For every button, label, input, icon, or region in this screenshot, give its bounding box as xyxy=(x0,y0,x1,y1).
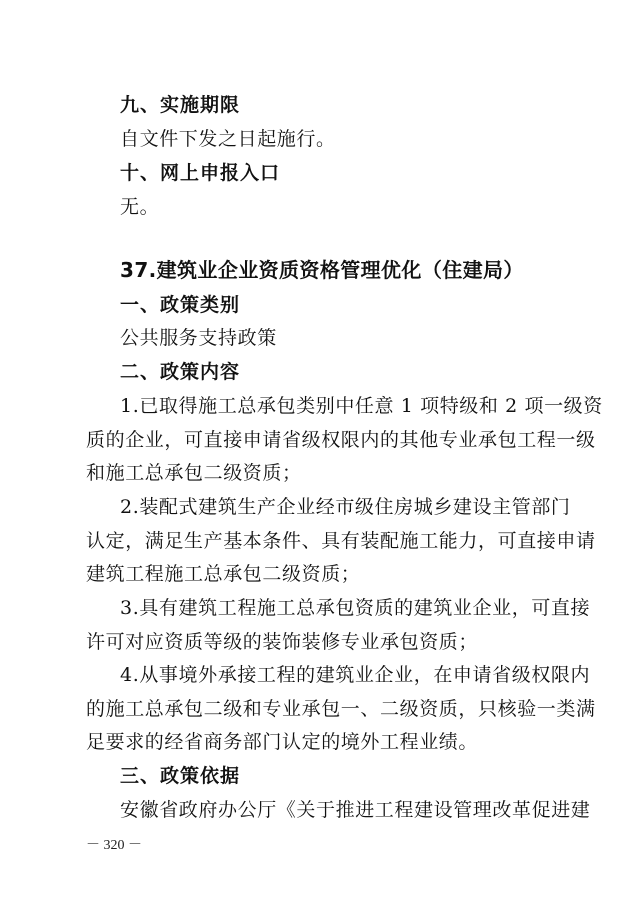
page-number: － 320 － xyxy=(86,838,142,853)
policy-category-heading: 一、政策类别 xyxy=(120,294,241,316)
content-item-4-line-2: 的施工总承包二级和专业承包一、二级资质，只核验一类满 xyxy=(86,698,596,720)
content-item-3-line-1: 3.具有建筑工程施工总承包资质的建筑业企业，可直接 xyxy=(120,597,591,619)
policy-basis-line-1: 安徽省政府办公厅《关于推进工程建设管理改革促进建 xyxy=(120,799,591,821)
section-10-body: 无。 xyxy=(120,196,160,218)
content-item-1-line-1: 1.已取得施工总承包类别中任意 1 项特级和 2 项一级资 xyxy=(120,395,603,417)
content-item-3-line-2: 许可对应资质等级的装饰装修专业承包资质； xyxy=(86,631,479,653)
content-item-4-line-3: 足要求的经省商务部门认定的境外工程业绩。 xyxy=(86,731,479,753)
policy-category-body: 公共服务支持政策 xyxy=(120,327,277,349)
content-item-2-line-1: 2.装配式建筑生产企业经市级住房城乡建设主管部门 xyxy=(120,496,571,518)
item-37-title: 37.建筑业企业资质资格管理优化（住建局） xyxy=(120,258,524,282)
policy-basis-heading: 三、政策依据 xyxy=(120,765,241,787)
content-item-1-line-3: 和施工总承包二级资质； xyxy=(86,462,302,484)
section-9-heading: 九、实施期限 xyxy=(120,94,241,116)
policy-content-heading: 二、政策内容 xyxy=(120,361,241,383)
content-item-2-line-3: 建筑工程施工总承包二级资质； xyxy=(86,563,361,585)
content-item-2-line-2: 认定，满足生产基本条件、具有装配施工能力，可直接申请 xyxy=(86,530,596,552)
section-9-body: 自文件下发之日起施行。 xyxy=(120,128,336,150)
content-item-1-line-2: 质的企业，可直接申请省级权限内的其他专业承包工程一级 xyxy=(86,429,596,451)
content-item-4-line-1: 4.从事境外承接工程的建筑业企业，在申请省级权限内 xyxy=(120,664,591,686)
section-10-heading: 十、网上申报入口 xyxy=(120,162,281,184)
